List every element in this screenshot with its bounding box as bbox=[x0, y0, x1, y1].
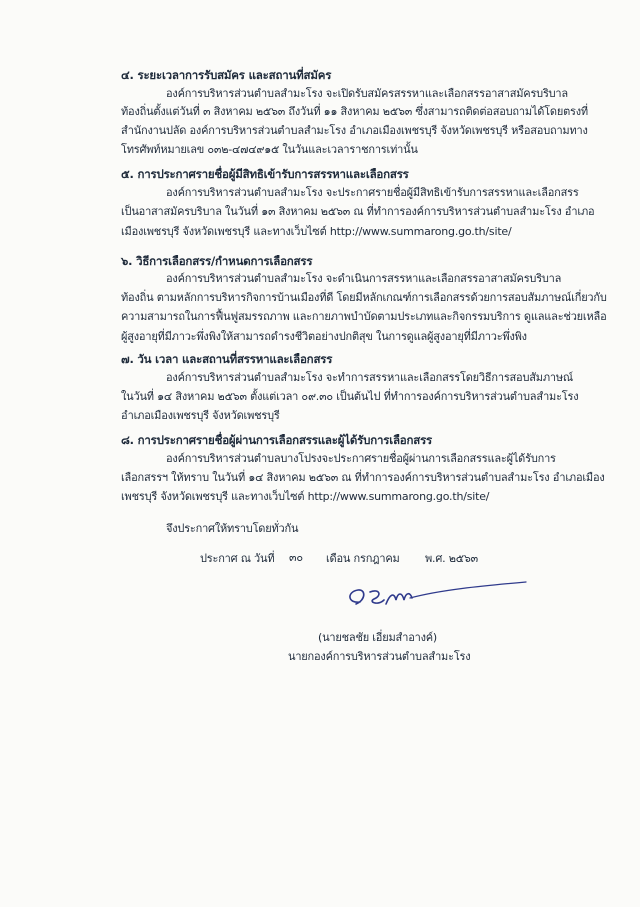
section-8-line-2: เลือกสรรฯ ให้ทราบ ในวันที่ ๑๔ สิงหาคม ๒๕๖๓ ณ ที่ทำการองค์การบริหารส่วนตำบลสำมะโรง อำเภอเมือง bbox=[121, 471, 605, 484]
section-7-line-3: อำเภอเมืองเพชรบุรี จังหวัดเพชรบุรี bbox=[121, 409, 280, 422]
section-5-line-1: องค์การบริหารส่วนตำบลสำมะโรง จะประกาศรายชื่อผู้มีสิทธิเข้ารับการสรรหาและเลือกสรร bbox=[166, 186, 579, 199]
section-8-heading: ๘. การประกาศรายชื่อผู้ผ่านการเลือกสรรและผู้ได้รับการเลือกสรร bbox=[121, 433, 433, 447]
section-5-heading: ๕. การประกาศรายชื่อผู้มีสิทธิเข้ารับการสรรหาและเลือกสรร bbox=[121, 167, 409, 181]
section-4-line-1: องค์การบริหารส่วนตำบลสำมะโรง จะเปิดรับสมัครสรรหาและเลือกสรรอาสาสมัครบริบาล bbox=[166, 87, 568, 100]
section-6-line-1: องค์การบริหารส่วนตำบลสำมะโรง จะดำเนินการสรรหาและเลือกสรรอาสาสมัครบริบาล bbox=[166, 272, 562, 285]
section-5-line-2: เป็นอาสาสมัครบริบาล ในวันที่ ๑๓ สิงหาคม ๒๕๖๓ ณ ที่ทำการองค์การบริหารส่วนตำบลสำมะโรง อำเภอ bbox=[121, 205, 595, 218]
section-4-heading: ๔. ระยะเวลาการรับสมัคร และสถานที่สมัคร bbox=[121, 68, 332, 82]
section-6-line-3: ความสามารถในการฟื้นฟูสมรรถภาพ และกายภาพบำบัดตามประเภทและกิจกรรมบริการ ดูแลและช่วยเหลือ bbox=[121, 310, 607, 323]
section-6-heading: ๖. วิธีการเลือกสรร/กำหนดการเลือกสรร bbox=[121, 254, 313, 268]
announce-date-prefix: ประกาศ ณ วันที่ bbox=[200, 552, 275, 565]
section-4-line-4: โทรศัพท์หมายเลข ๐๓๒-๔๗๔๙๑๕ ในวันและเวลาราชการเท่านั้น bbox=[121, 143, 418, 156]
announce-date-month: เดือน กรกฎาคม bbox=[326, 552, 400, 565]
signature-image bbox=[340, 578, 530, 614]
signer-name: (นายชลชัย เอี่ยมสำอางค์) bbox=[318, 631, 438, 644]
announce-date-year: พ.ศ. ๒๕๖๓ bbox=[425, 552, 479, 565]
signer-title: นายกองค์การบริหารส่วนตำบลสำมะโรง bbox=[288, 650, 471, 663]
section-8-line-3: เพชรบุรี จังหวัดเพชรบุรี และทางเว็บไซต์ http://www.summarong.go.th/site/ bbox=[121, 490, 490, 503]
section-4-line-3: สำนักงานปลัด องค์การบริหารส่วนตำบลสำมะโรง อำเภอเมืองเพชรบุรี จังหวัดเพชรบุรี หรือสอบถามทาง bbox=[121, 124, 588, 137]
section-7-heading: ๗. วัน เวลา และสถานที่สรรหาและเลือกสรร bbox=[121, 352, 333, 366]
section-4-line-2: ท้องถิ่นตั้งแต่วันที่ ๓ สิงหาคม ๒๕๖๓ ถึงวันที่ ๑๑ สิงหาคม ๒๕๖๓ ซึ่งสามารถติดต่อสอบถามได้โดยตรงที่ bbox=[121, 105, 588, 118]
section-6-line-2: ท้องถิ่น ตามหลักการบริหารกิจการบ้านเมืองที่ดี โดยมีหลักเกณฑ์การเลือกสรรด้วยการสอบสัมภาษณ์เกี่ยวกับ bbox=[121, 291, 607, 304]
section-6-line-4: ผู้สูงอายุที่มีภาวะพึ่งพิงให้สามารถดำรงชีวิตอย่างปกติสุข ในการดูแลผู้สูงอายุที่มีภาวะพึ่งพิง bbox=[121, 330, 527, 343]
section-7-line-2: ในวันที่ ๑๔ สิงหาคม ๒๕๖๓ ตั้งแต่เวลา ๐๙.๓๐ เป็นต้นไป ที่ทำการองค์การบริหารส่วนตำบลสำมะโรง bbox=[121, 390, 579, 403]
announce-date-day: ๓๐ bbox=[289, 551, 303, 564]
closing-statement: จึงประกาศให้ทราบโดยทั่วกัน bbox=[166, 522, 299, 535]
section-8-line-1: องค์การบริหารส่วนตำบลบางโปรงจะประกาศรายชื่อผู้ผ่านการเลือกสรรและผู้ได้รับการ bbox=[166, 452, 556, 465]
section-7-line-1: องค์การบริหารส่วนตำบลสำมะโรง จะทำการสรรหาและเลือกสรรโดยวิธีการสอบสัมภาษณ์ bbox=[166, 371, 573, 384]
section-5-line-3: เมืองเพชรบุรี จังหวัดเพชรบุรี และทางเว็บไซต์ http://www.summarong.go.th/site/ bbox=[121, 225, 512, 238]
